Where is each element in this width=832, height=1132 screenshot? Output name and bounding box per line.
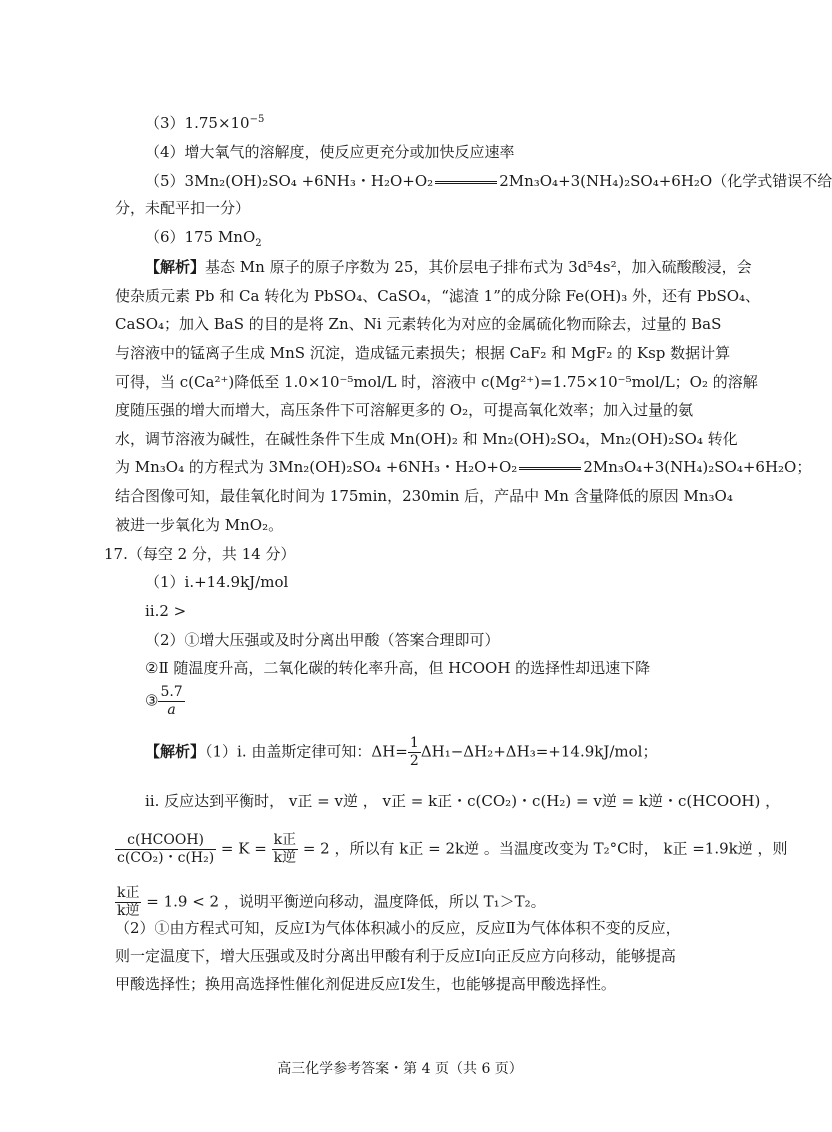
analysis-16-line-7: 水，调节溶液为碱性，在碱性条件下生成 Mn(OH)₂ 和 Mn₂(OH)₂SO₄，Mn₂(OH)₂SO₄ 转化 bbox=[115, 430, 738, 448]
analysis-16-line-9: 结合图像可知，最佳氧化时间为 175min，230min 后，产品中 Mn 含量降低的原因 Mn₃O₄ bbox=[115, 487, 733, 505]
answer-16-6: （6）175 MnO$_2$ bbox=[145, 228, 262, 249]
analysis-17-line-4: $\frac{\text{k正}}{\text{k逆}}$ = 1.9 < 2 ，说明平衡逆向移动，温度降低，所以 T₁＞T₂。 bbox=[117, 885, 546, 919]
answer-16-5: （5）3Mn₂(OH)₂SO₄ +6NH₃・H₂O+O₂ 2Mn₃O₄+3(NH₄)₂SO₄+6H₂O（化学式错误不给 bbox=[145, 172, 832, 190]
analysis-16-line-4: 与溶液中的锰离子生成 MnS 沉淀，造成锰元素损失；根据 CaF₂ 和 MgF₂ 的 Ksp 数据计算 bbox=[115, 344, 731, 362]
answer-17-1-ii: ⅱ.2 > bbox=[145, 602, 187, 620]
answer-17-2-1: （2）①增大压强或及时分离出甲酸（答案合理即可） bbox=[145, 631, 500, 649]
fraction-k2: $\frac{\text{k正}}{\text{k逆}}$ bbox=[117, 885, 140, 919]
analysis-17-line-2: ⅱ. 反应达到平衡时， v正 = v逆 ， v正 = k正・c(CO₂)・c(H₂) = v逆 = k逆・c(HCOOH) ， bbox=[145, 792, 781, 810]
equals-arrow bbox=[519, 467, 581, 470]
analysis-16-line-6: 度随压强的增大而增大，高压条件下可溶解更多的 O₂，可提高氧化效率；加入过量的氨 bbox=[115, 401, 694, 419]
analysis-16-line-8: 为 Mn₃O₄ 的方程式为 3Mn₂(OH)₂SO₄ +6NH₃・H₂O+O₂ 2Mn₃O₄+3(NH₄)₂SO₄+6H₂O； bbox=[115, 458, 812, 476]
fraction-half: $\frac{1}{2}$ bbox=[409, 735, 419, 769]
answer-17-2-2: ②Ⅱ 随温度升高，二氧化碳的转化率升高，但 HCOOH 的选择性却迅速下降 bbox=[145, 659, 651, 677]
answer-16-5-cont: 分，未配平扣一分） bbox=[115, 199, 251, 217]
analysis-16-line-2: 使杂质元素 Pb 和 Ca 转化为 PbSO₄、CaSO₄，“滤渣 1”的成分除 Fe(OH)₃ 外，还有 PbSO₄、 bbox=[115, 287, 761, 305]
question-17-header: 17.（每空 2 分，共 14 分） bbox=[104, 545, 296, 563]
analysis-17-line-5: （2）①由方程式可知，反应Ⅰ为气体体积减小的反应，反应Ⅱ为气体体积不变的反应， bbox=[115, 919, 681, 937]
analysis-17-line-7: 甲酸选择性；换用高选择性催化剂促进反应Ⅰ发生，也能够提高甲酸选择性。 bbox=[115, 975, 616, 993]
fraction: $\frac{5.7}{a}$ bbox=[160, 684, 183, 718]
answer-17-1-i: （1）ⅰ.+14.9kJ/mol bbox=[145, 573, 289, 591]
analysis-17-line-3: $\frac{\text{c(HCOOH)}}{\text{c(CO₂)・c(H₂)}}$ = K = $\frac{\text{k正}}{\text{k逆}}$ = 2 ，所以有 k正 = 2k逆 。当温度改变为 T₂°C时， k正 =1.9k逆 ，则 bbox=[117, 832, 788, 866]
equation-left: 3Mn₂(OH)₂SO₄ +6NH₃・H₂O+O₂ bbox=[184, 172, 434, 190]
page-footer: 高三化学参考答案・第 4 页（共 6 页） bbox=[277, 1061, 523, 1077]
answer-16-4: （4）增大氧气的溶解度，使反应更充分或加快反应速率 bbox=[145, 143, 515, 161]
analysis-16-line-3: CaSO₄；加入 BaS 的目的是将 Zn、Ni 元素转化为对应的金属硫化物而除去，过量的 BaS bbox=[115, 315, 722, 333]
answer-17-2-3: ③ $\frac{5.7}{a}$ bbox=[145, 684, 183, 718]
equals-arrow bbox=[435, 181, 497, 184]
equation-right: 2Mn₃O₄+3(NH₄)₂SO₄+6H₂O bbox=[499, 172, 713, 190]
fraction-k: $\frac{\text{k正}}{\text{k逆}}$ bbox=[273, 832, 297, 866]
answer-16-3: $(3)1.75\times 10^{-5}$ bbox=[145, 114, 265, 132]
fraction-ratio: $\frac{\text{c(HCOOH)}}{\text{c(CO₂)・c(H₂)}}$ bbox=[117, 832, 215, 866]
analysis-16-line-5: 可得，当 c(Ca²⁺)降低至 1.0×10⁻⁵mol/L 时，溶液中 c(Mg²⁺)=1.75×10⁻⁵mol/L；O₂ 的溶解 bbox=[115, 373, 758, 391]
analysis-16-line-1: 【解析】基态 Mn 原子的原子序数为 25，其价层电子排布式为 3d⁵4s²，加入硫酸酸浸，会 bbox=[145, 258, 752, 276]
analysis-16-line-10: 被进一步氧化为 MnO₂。 bbox=[115, 516, 284, 534]
analysis-17-line-6: 则一定温度下，增大压强或及时分离出甲酸有利于反应Ⅰ向正反应方向移动，能够提高 bbox=[115, 947, 676, 965]
analysis-17-line-1: 【解析】（1）ⅰ. 由盖斯定律可知：ΔH= $\frac{1}{2}$ ΔH₁−ΔH₂+ΔH₃=+14.9kJ/mol； bbox=[145, 735, 658, 769]
